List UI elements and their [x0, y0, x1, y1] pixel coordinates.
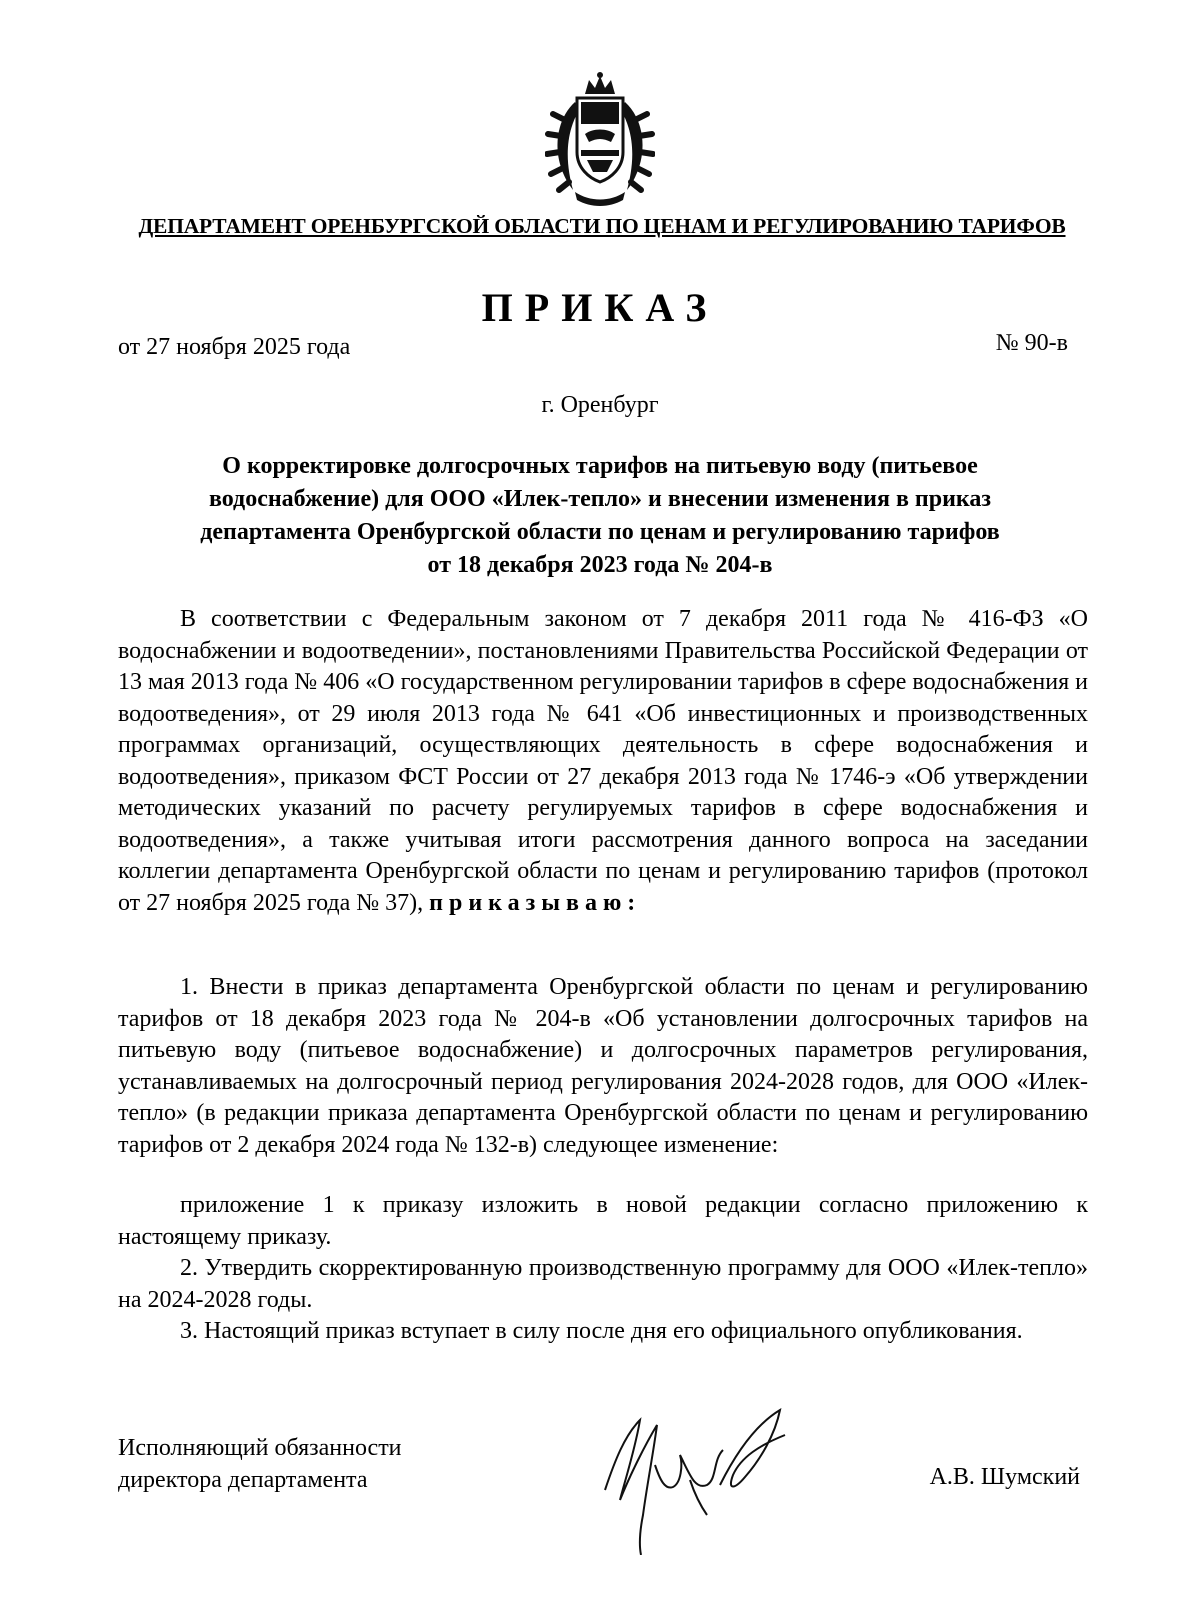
handwritten-signature [595, 1405, 800, 1555]
heading-line: О корректировке долгосрочных тарифов на питьевую воду (питьевое [222, 453, 978, 479]
signatory-name: А.В. Шумский [929, 1464, 1080, 1490]
order-city: г. Оренбург [541, 392, 659, 418]
coat-of-arms-emblem [545, 72, 655, 210]
order-number: № 90-в [995, 330, 1068, 356]
signatory-role [118, 1432, 402, 1496]
signatory-role-line: Исполняющий обязанности [118, 1435, 402, 1461]
order-date: от 27 ноября 2025 года [118, 334, 351, 360]
signatory-role-line: директора департамента [118, 1467, 368, 1493]
order-item-3: 3. Настоящий приказ вступает в силу после дня его официального опубликования. [180, 1318, 1023, 1344]
preamble-paragraph [118, 604, 1088, 919]
department-name: ДЕПАРТАМЕНТ ОРЕНБУРГСКОЙ ОБЛАСТИ ПО ЦЕНАМ И РЕГУЛИРОВАНИЮ ТАРИФОВ [138, 214, 1066, 238]
order-item-1-subclause: приложение 1 к приказу изложить в новой редакции согласно приложению к настоящему приказу. [118, 1192, 1088, 1250]
command-word: приказываю: [429, 889, 642, 916]
heading-line: от 18 декабря 2023 года № 204-в [427, 552, 773, 578]
order-item-1: 1. Внести в приказ департамента Оренбургской области по ценам и регулированию тарифов от 18 декабря 2023 года № 204-в «Об установлении долгосрочных тарифов на питьевую воду (питьевое водоснабжение) и долгосрочных параметров регулирования, устанавливаемых на долгосрочный период регулирования 2024-2028 годов, для ООО «Илек-тепло» (в редакции приказа департамента Оренбургской области по ценам и регулированию тарифов от 2 декабря 2024 года № 132-в) следующее изменение: [118, 974, 1088, 1158]
order-heading [150, 450, 1050, 582]
document-title: ПРИКАЗ [481, 285, 719, 330]
heading-line: водоснабжение) для ООО «Илек-тепло» и внесении изменения в приказ [208, 486, 992, 512]
preamble-text: В соответствии с Федеральным законом от 7 декабря 2011 года № 416-ФЗ «О водоснабжении и водоотведении», постановлениями Правительства Российской Федерации от 13 мая 2013 года № 406 «О государственном регулировании тарифов в сфере водоснабжения и водоотведения», от 29 июля 2013 года № 641 «Об инвестиционных и производственных программах организаций, осуществляющих деятельность в сфере водоснабжения и водоотведения», приказом ФСТ России от 27 декабря 2013 года № 1746-э «Об утверждении методических указаний по расчету регулируемых тарифов в сфере водоснабжения и водоотведения», а также учитывая итоги рассмотрения данного вопроса на заседании коллегии департамента Оренбургской области по ценам и регулированию тарифов (протокол от 27 ноября 2025 года № 37), [118, 606, 1088, 916]
heading-line: департамента Оренбургской области по ценам и регулированию тарифов [200, 519, 1000, 545]
order-item-2: 2. Утвердить скорректированную производственную программу для ООО «Илек-тепло» на 2024-2028 годы. [118, 1255, 1088, 1313]
